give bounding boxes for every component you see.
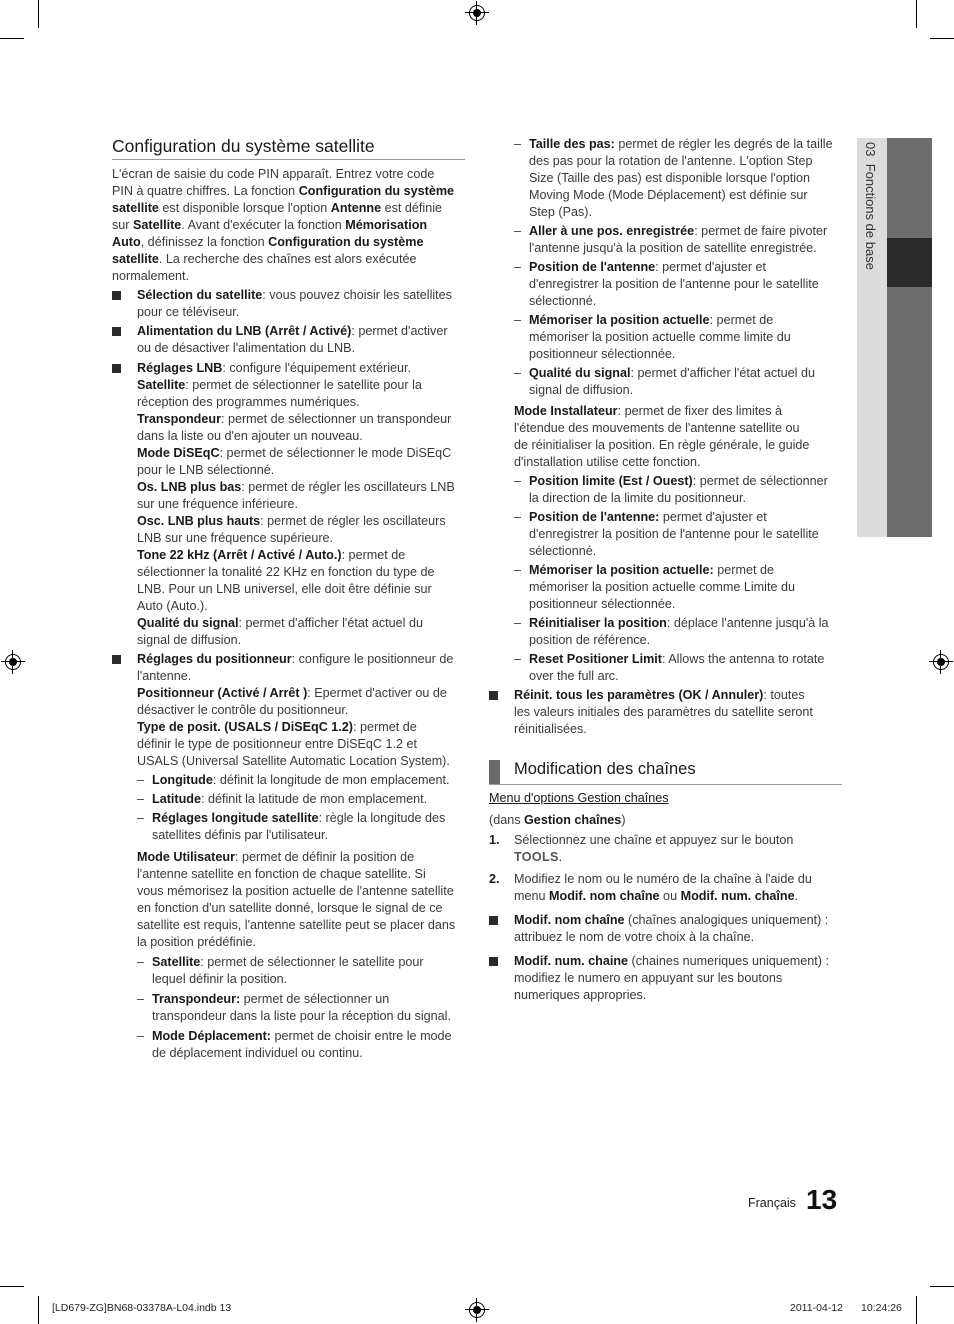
dash-marker: – [514, 563, 522, 577]
mode-text: en fonction d'un satellite donné, lorsque le signal de ce [137, 901, 443, 915]
bullet-text: LNB. Pour un LNB universel, elle doit être définie sur [137, 582, 432, 596]
dash-item-text: Transpondeur: permet de sélectionner un [152, 992, 390, 1006]
dash-item-text: Position de l'antenne: permet d'ajuster et [529, 260, 767, 274]
registration-mark-icon [5, 654, 21, 670]
dash-marker: – [137, 992, 145, 1006]
mode-text: vous mémorisez la position actuelle de l'antenne satellite [137, 884, 454, 898]
dash-marker: – [514, 366, 522, 380]
language-label: Français [748, 1196, 796, 1210]
intro-text: sur Satellite. Avant d'exécuter la fonction Mémorisation [112, 218, 428, 232]
dash-item-text: l'antenne jusqu'à la position de satellite enregistrée. [529, 241, 817, 255]
crop-mark [930, 38, 954, 39]
step-number: 1. [489, 833, 500, 847]
bullet-text: définir le type de positionneur entre DiSEqC 1.2 et [137, 737, 418, 751]
step-text: menu Modif. nom chaîne ou Modif. num. chaîne. [514, 889, 799, 903]
dash-marker: – [514, 510, 522, 524]
chapter-title: Fonctions de base [863, 163, 878, 270]
section-rule [489, 784, 842, 785]
dash-marker: – [514, 260, 522, 274]
step-text: Modifiez le nom ou le numéro de la chaîne à l'aide du [514, 872, 812, 886]
dash-marker: – [137, 792, 145, 806]
chapter-number: 03 [863, 142, 878, 157]
intro-text: L'écran de saisie du code PIN apparaît. Entrez votre code [112, 167, 435, 181]
bullet-text: Réglages LNB: configure l'équipement extérieur. [137, 361, 412, 375]
dash-item-text: Reset Positioner Limit: Allows the antenna to rotate [529, 652, 825, 666]
dash-item-text: de déplacement individuel ou continu. [152, 1046, 363, 1060]
crop-mark [916, 1296, 917, 1324]
page-number: 13 [806, 1184, 838, 1215]
menu-label: Menu d'options Gestion chaînes [489, 791, 669, 805]
dash-item-text: Size (Taille des pas) est disponible lorsque l'option [529, 171, 811, 185]
dash-item-text: Qualité du signal: permet d'afficher l'état actuel du [529, 366, 815, 380]
dash-marker: – [514, 137, 522, 151]
mode-text: d'installation utilise cette fonction. [514, 455, 701, 469]
bullet-square-icon [489, 916, 498, 925]
dash-item-text: Moving Mode (Mode Déplacement) est définie sur [529, 188, 808, 202]
chapter-label [863, 142, 878, 270]
bullet-text: désactiver le contrôle du positionneur. [137, 703, 349, 717]
bullet-square-icon [112, 291, 121, 300]
section-title: Modification des chaînes [514, 760, 696, 778]
bullet-text: Transpondeur: permet de sélectionner un transpondeur [137, 412, 452, 426]
bullet-square-icon [489, 691, 498, 700]
intro-text: satellite. La recherche des chaînes est alors exécutée [112, 252, 417, 266]
dash-item-text: Position de l'antenne: permet d'ajuster et [529, 510, 767, 524]
section-rule [112, 159, 465, 160]
bullet-text: Mode DiSEqC: permet de sélectionner le mode DiSEqC [137, 446, 452, 460]
dash-marker: – [514, 652, 522, 666]
bullet-text: Réinit. tous les paramètres (OK / Annuler): toutes [514, 688, 805, 702]
mode-text: satellite est requis, l'antenne satellite peut se placer dans [137, 918, 456, 932]
print-time: 10:24:26 [861, 1302, 902, 1314]
registration-mark-icon [469, 1302, 485, 1318]
bullet-text: Sélection du satellite: vous pouvez choisir les satellites [137, 288, 452, 302]
bullet-square-icon [112, 655, 121, 664]
chapter-tab-marker [887, 238, 932, 287]
dash-item-text: Mémoriser la position actuelle: permet de [529, 313, 774, 327]
dash-item-text: satellites définis par l'utilisateur. [152, 828, 329, 842]
bullet-text: modifiez le numero en appuyant sur les boutons [514, 971, 783, 985]
dash-marker: – [514, 224, 522, 238]
intro-text: Auto, définissez la fonction Configuration du système [112, 235, 424, 249]
dash-item-text: d'enregistrer la position de l'antenne pour le satellite [529, 527, 819, 541]
crop-mark [38, 1296, 39, 1324]
mode-text: la position prédéfinie. [137, 935, 257, 949]
print-date: 2011-04-12 [790, 1302, 843, 1314]
dash-item-text: over the full arc. [529, 669, 619, 683]
dash-item-text: Réinitialiser la position: déplace l'antenne jusqu'à la [529, 616, 829, 630]
dash-marker: – [137, 811, 145, 825]
registration-mark-icon [469, 5, 485, 21]
dash-marker: – [514, 616, 522, 630]
crop-mark [38, 0, 39, 28]
dash-item-text: positionneur sélectionnée. [529, 597, 676, 611]
bullet-square-icon [489, 957, 498, 966]
crop-mark [0, 1286, 24, 1287]
bullet-text: les valeurs initiales des paramètres du satellite seront [514, 705, 813, 719]
dash-item-text: des pas pour la rotation de l'antenne. L'option Step [529, 154, 813, 168]
bullet-text: Satellite: permet de sélectionner le satellite pour la [137, 378, 422, 392]
dash-item-text: lequel définir la position. [152, 972, 288, 986]
bullet-square-icon [112, 364, 121, 373]
crop-mark [930, 1286, 954, 1287]
dash-item-text: Aller à une pos. enregistrée: permet de faire pivoter [529, 224, 828, 238]
step-text: TOOLS. [514, 850, 563, 864]
dash-item-text: Satellite: permet de sélectionner le satellite pour [152, 955, 424, 969]
mode-text: Mode Installateur: permet de fixer des limites à [514, 404, 783, 418]
dash-item-text: Latitude: définit la latitude de mon emplacement. [152, 792, 428, 806]
bullet-text: numeriques appropries. [514, 988, 647, 1002]
bullet-text: signal de diffusion. [137, 633, 242, 647]
dash-item-text: Réglages longitude satellite: règle la longitude des [152, 811, 446, 825]
dash-marker: – [137, 1029, 145, 1043]
bullet-text: pour le LNB sélectionné. [137, 463, 275, 477]
dash-marker: – [137, 955, 145, 969]
bullet-text: pour ce téléviseur. [137, 305, 240, 319]
dash-item-text: sélectionné. [529, 294, 597, 308]
bullet-text: Qualité du signal: permet d'afficher l'état actuel du [137, 616, 423, 630]
bullet-text: Réglages du positionneur: configure le positionneur de [137, 652, 454, 666]
mode-text: l'antenne satellite en fonction de chaque satellite. Si [137, 867, 426, 881]
bullet-text: Type de posit. (USALS / DiSEqC 1.2): permet de [137, 720, 417, 734]
menu-sub-label: (dans Gestion chaînes) [489, 813, 626, 827]
file-name: [LD679-ZG]BN68-03378A-L04.indb 13 [52, 1302, 232, 1314]
bullet-text: ou de désactiver l'alimentation du LNB. [137, 341, 356, 355]
chapter-tab-dark [887, 138, 932, 537]
bullet-text: attribuez le nom de votre choix à la chaîne. [514, 930, 755, 944]
dash-marker: – [514, 313, 522, 327]
bullet-text: sélectionner la tonalité 22 KHz en fonction du type de [137, 565, 435, 579]
registration-mark-icon [933, 654, 949, 670]
mode-text: de réinitialiser la position. En règle générale, le guide [514, 438, 810, 452]
bullet-text: réception des programmes numériques. [137, 395, 360, 409]
dash-item-text: Position limite (Est / Ouest): permet de sélectionner [529, 474, 828, 488]
bullet-text: Modif. num. chaine (chaines numeriques uniquement) : [514, 954, 829, 968]
dash-item-text: Longitude: définit la longitude de mon emplacement. [152, 773, 450, 787]
bullet-text: Auto (Auto.). [137, 599, 208, 613]
section-marker [489, 760, 500, 784]
dash-item-text: la direction de la limite du positionneur. [529, 491, 747, 505]
dash-item-text: position de référence. [529, 633, 651, 647]
bullet-text: Tone 22 kHz (Arrêt / Activé / Auto.): permet de [137, 548, 406, 562]
dash-item-text: Taille des pas: permet de régler les degrés de la taille [529, 137, 833, 151]
dash-item-text: Step (Pas). [529, 205, 592, 219]
dash-marker: – [514, 474, 522, 488]
bullet-text: Os. LNB plus bas: permet de régler les oscillateurs LNB [137, 480, 455, 494]
crop-mark [916, 0, 917, 28]
dash-item-text: signal de diffusion. [529, 383, 634, 397]
dash-item-text: Mémoriser la position actuelle: permet de [529, 563, 774, 577]
dash-item-text: mémoriser la position actuelle comme limite du [529, 330, 791, 344]
step-number: 2. [489, 872, 500, 886]
bullet-text: Positionneur (Activé / Arrêt ): Epermet d'activer ou de [137, 686, 447, 700]
bullet-text: dans la liste ou d'en ajouter un nouveau. [137, 429, 363, 443]
intro-text: satellite est disponible lorsque l'option Antenne est définie [112, 201, 443, 215]
dash-item-text: Mode Déplacement: permet de choisir entre le mode [152, 1029, 452, 1043]
bullet-text: l'antenne. [137, 669, 192, 683]
dash-marker: – [137, 773, 145, 787]
intro-text: PIN à quatre chiffres. La fonction Configuration du système [112, 184, 455, 198]
dash-item-text: positionneur sélectionnée. [529, 347, 676, 361]
bullet-text: Alimentation du LNB (Arrêt / Activé): permet d'activer [137, 324, 448, 338]
bullet-text: LNB sur une fréquence supérieure. [137, 531, 334, 545]
dash-item-text: sélectionné. [529, 544, 597, 558]
bullet-text: Modif. nom chaîne (chaînes analogiques uniquement) : [514, 913, 829, 927]
crop-mark [0, 38, 24, 39]
bullet-text: Osc. LNB plus hauts: permet de régler les oscillateurs [137, 514, 446, 528]
bullet-text: USALS (Universal Satellite Automatic Location System). [137, 754, 450, 768]
section-title: Configuration du système satellite [112, 136, 375, 156]
intro-text: normalement. [112, 269, 189, 283]
dash-item-text: d'enregistrer la position de l'antenne pour le satellite [529, 277, 819, 291]
mode-text: l'étendue des mouvements de l'antenne satellite ou [514, 421, 800, 435]
bullet-text: sur une fréquence inférieure. [137, 497, 299, 511]
bullet-text: réinitialisées. [514, 722, 587, 736]
step-text: Sélectionnez une chaîne et appuyez sur le bouton [514, 833, 794, 847]
bullet-square-icon [112, 327, 121, 336]
dash-item-text: mémoriser la position actuelle comme Limite du [529, 580, 795, 594]
dash-item-text: transpondeur dans la liste pour la réception du signal. [152, 1009, 451, 1023]
mode-text: Mode Utilisateur: permet de définir la position de [137, 850, 415, 864]
